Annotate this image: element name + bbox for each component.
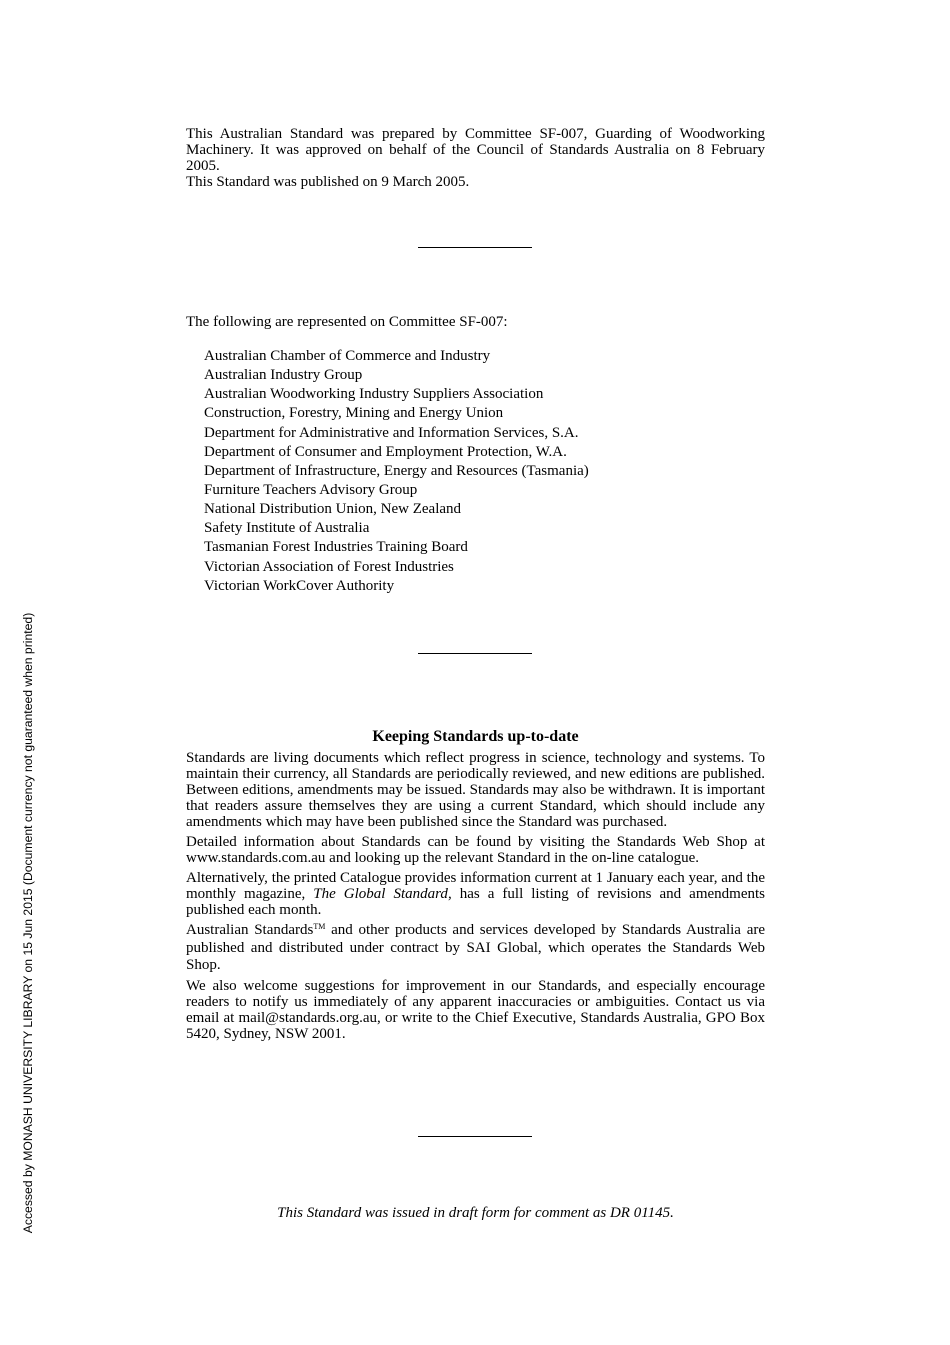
list-item: Victorian WorkCover Authority: [204, 577, 395, 594]
access-watermark: Accessed by MONASH UNIVERSITY LIBRARY on 15 Jun 2015 (Document currency not guaranteed when printed): [21, 612, 35, 1234]
sai-global-text: and other products and services developed by Standards Australia are published and distributed under contract by SAI Global, which operates the Standards Web Shop.: [186, 922, 766, 973]
paragraph-catalogue: [186, 870, 765, 918]
approval-statement: [186, 126, 765, 190]
approval-text: This Australian Standard was prepared by Committee SF-007, Guarding of Woodworking Machinery. It was approved on behalf of the Council of Standards Australia on 8 February 2005.: [186, 126, 765, 174]
list-item: Australian Woodworking Industry Suppliers Association: [204, 386, 544, 403]
section-heading: Keeping Standards up-to-date: [372, 728, 579, 745]
list-item: Safety Institute of Australia: [204, 520, 370, 537]
section-divider: [418, 653, 532, 654]
trademark-name: Australian Standards: [186, 922, 314, 938]
section-divider: [418, 1136, 532, 1137]
list-item: Victorian Association of Forest Industries: [204, 558, 454, 575]
list-item: Construction, Forestry, Mining and Energy Union: [204, 405, 504, 422]
section-divider: [418, 247, 532, 248]
list-item: National Distribution Union, New Zealand: [204, 501, 462, 518]
publication-date-text: This Standard was published on 9 March 2005.: [186, 174, 470, 190]
list-item: Australian Chamber of Commerce and Industry: [204, 348, 491, 364]
paragraph-sai-global: [186, 922, 765, 975]
paragraph-suggestions: We also welcome suggestions for improvement in our Standards, and especially encourage readers to notify us immediately of any apparent inaccuracies or ambiguities. Contact us via email at mail@standards.org.au, or write to the Chief Executive, Standards Australia, GPO Box 5420, Sydney, NSW 2001.: [186, 977, 765, 1042]
committee-intro: The following are represented on Committee SF-007:: [186, 314, 508, 330]
list-item: Department for Administrative and Information Services, S.A.: [204, 424, 579, 441]
committee-member-list: [204, 347, 589, 596]
list-item: Australian Industry Group: [204, 367, 363, 384]
list-item: Department of Infrastructure, Energy and Resources (Tasmania): [204, 462, 589, 479]
catalogue-text-start: Alternatively, the printed Catalogue provides information current at 1 January each year, and the monthly magazine,: [186, 870, 765, 902]
draft-note: This Standard was issued in draft form for comment as DR 01145.: [277, 1205, 674, 1221]
magazine-title: The Global Standard: [313, 886, 448, 902]
trademark-symbol: TM: [313, 922, 326, 931]
keeping-standards-section: [186, 750, 765, 1046]
paragraph-web-shop: Detailed information about Standards can be found by visiting the Standards Web Shop at www.standards.com.au and looking up the relevant Standard in the on-line catalogue.: [186, 834, 765, 866]
list-item: Tasmanian Forest Industries Training Board: [204, 539, 468, 556]
list-item: Furniture Teachers Advisory Group: [204, 481, 418, 498]
paragraph-living-documents: Standards are living documents which reflect progress in science, technology and systems. To maintain their currency, all Standards are periodically reviewed, and new editions are published. Between editions, amendments may be issued. Standards may also be withdrawn. It is important that readers assure themselves they are using a current Standard, which should include any amendments which may have been published since the Standard was purchased.: [186, 750, 765, 830]
list-item: Department of Consumer and Employment Protection, W.A.: [204, 443, 567, 460]
catalogue-text-end: , has a full listing of revisions and amendments published each month.: [186, 886, 765, 918]
